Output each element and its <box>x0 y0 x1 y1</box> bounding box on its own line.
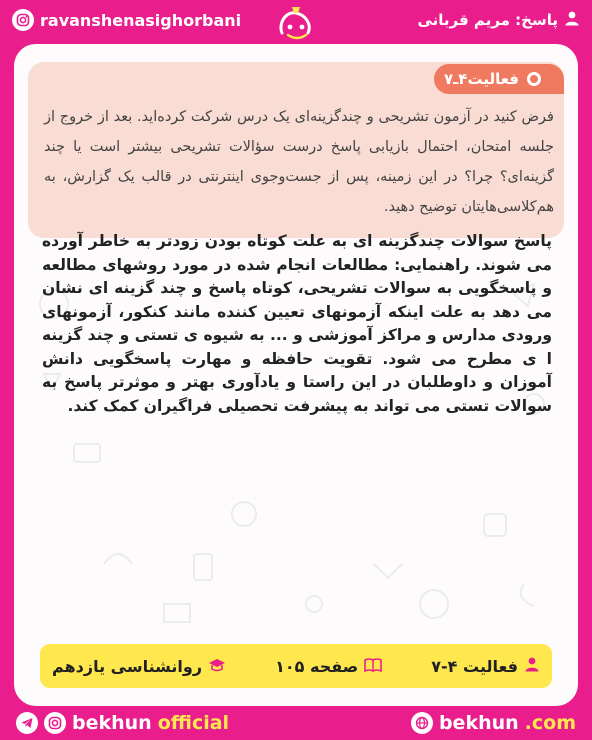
reference-strip <box>40 644 552 688</box>
instagram-icon <box>12 9 34 31</box>
website-suffix: .com <box>524 712 576 734</box>
answer-text: پاسخ سوالات چندگزینه ای به علت کوتاه بودن زودتر به خاطر آورده می شوند. راهنمایی: مطالعات انجام شده در مورد روشهای مطالعه و پاسخگویی به سوالات تشریحی، کوتاه پاسخ و چند گزینه ای نشان می دهد به علت اینکه آزمونهای تعیین کننده مانند کنکور، آزمونهای ورودی مدارس و مراکز آموزشی و ... به شیوه ی تستی و چند گزینه ا ی مطرح می شود. تقویت حافظه و مهارت پاسخگویی دانش آموزان و داوطلبان در این راستا و یادآوری بهتر و موثرتر پاسخ به سوالات تستی می تواند به پیشرفت تحصیلی فراگیران کمک کند. <box>42 232 552 415</box>
author-text: پاسخ: مریم قربانی <box>417 11 558 29</box>
telegram-icon <box>16 712 38 734</box>
activity-tag <box>434 64 564 94</box>
activity-question-text: فرض کنید در آزمون تشریحی و چندگزینه‌ای یک درس شرکت کرده‌اید. بعد از خروج از جلسه امتحان، احتمال بازیابی پاسخ درست سؤالات تشریحی بیشتر است یا چند گزینه‌ای؟ چرا؟ در این زمینه، پس از جست‌وجوی اینترنتی در قالب یک گزارش، به هم‌کلاسی‌هایتان توضیح دهید. <box>44 109 554 215</box>
author-label <box>417 10 580 30</box>
instagram-handle-text: ravanshenasighorbani <box>40 10 242 30</box>
website-prefix: bekhun <box>438 712 519 734</box>
social-handle[interactable] <box>16 712 229 734</box>
strip-activity <box>431 656 540 676</box>
globe-icon <box>411 712 433 734</box>
bekhun-logo-icon <box>268 2 324 42</box>
graduation-cap-icon <box>208 657 226 676</box>
strip-activity-text: فعالیت ۴-۷ <box>431 656 518 676</box>
strip-page <box>275 657 382 676</box>
activity-tag-text: فعالیت۴ـ۷ <box>444 70 520 88</box>
social-handle-suffix: official <box>157 712 230 734</box>
user-icon <box>564 10 580 30</box>
student-icon <box>524 656 540 676</box>
activity-question-box <box>28 62 564 238</box>
strip-book-text: روانشناسی یازدهم <box>52 656 203 676</box>
instagram-icon <box>44 712 66 734</box>
website-link[interactable] <box>411 712 576 734</box>
strip-page-text: صفحه ۱۰۵ <box>275 656 359 676</box>
strip-book <box>52 657 226 676</box>
book-icon <box>364 657 382 676</box>
content-card <box>14 44 578 706</box>
footer <box>0 706 592 740</box>
social-handle-prefix: bekhun <box>72 712 152 734</box>
instagram-handle[interactable] <box>12 9 241 31</box>
circle-bullet-icon <box>527 72 541 86</box>
